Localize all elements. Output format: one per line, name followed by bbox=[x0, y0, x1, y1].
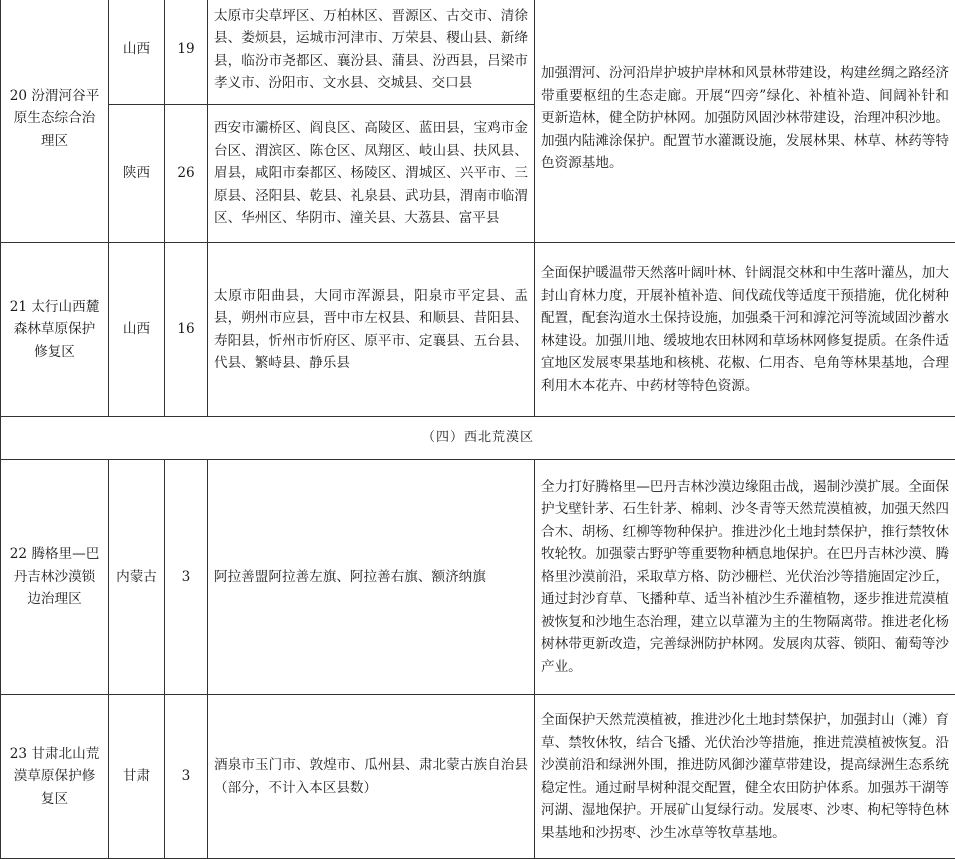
county-list-cell: 太原市尖草坪区、万柏林区、晋源区、古交市、清徐县、娄烦县，运城市河津市、万荣县、稷山县、新绛县，临汾市尧都区、襄汾县、蒲县、汾西县，吕梁市孝义市、汾阳市、文水县、交城县、交口县 bbox=[208, 0, 535, 105]
county-count-cell: 26 bbox=[165, 105, 208, 243]
province-cell: 内蒙古 bbox=[109, 460, 165, 695]
county-list-cell: 阿拉善盟阿拉善左旗、阿拉善右旗、额济纳旗 bbox=[208, 460, 535, 695]
table-row bbox=[1, 243, 955, 417]
table-row bbox=[1, 0, 955, 105]
table-row bbox=[1, 695, 955, 859]
province-cell: 甘肃 bbox=[109, 695, 165, 859]
zone-name-cell: 20 汾渭河谷平原生态综合治理区 bbox=[1, 0, 109, 243]
county-count-cell: 3 bbox=[165, 695, 208, 859]
measures-cell: 加强渭河、汾河沿岸护坡护岸林和风景林带建设，构建丝绸之路经济带重要枢纽的生态走廊。开展“四旁”绿化、补植补造、间阔补针和更新造林，健全防护林网。加强防风固沙林带建设，治理冲积沙地。加强内陆滩涂保护。配置节水灌溉设施，发展林果、林草、林药等特色资源基地。 bbox=[535, 0, 955, 243]
measures-cell: 全面保护天然荒漠植被，推进沙化土地封禁保护，加强封山（滩）育草、禁牧休牧，结合飞播、光伏治沙等措施，推进荒漠植被恢复。沿沙漠前沿和绿洲外围，推进防风御沙灌草带建设，提高绿洲生态系统稳定性。通过耐旱树种混交配置，健全农田防护体系。加强苏干湖等河湖、湿地保护。开展矿山复绿行动。发展枣、沙枣、枸杞等特色林果基地和沙拐枣、沙生冰草等牧草基地。 bbox=[535, 695, 955, 859]
zone-name-cell: 23 甘肃北山荒漠草原保护修复区 bbox=[1, 695, 109, 859]
county-list-cell: 酒泉市玉门市、敦煌市、瓜州县、肃北蒙古族自治县（部分，不计入本区县数） bbox=[208, 695, 535, 859]
county-list-cell: 太原市阳曲县，大同市浑源县，阳泉市平定县、盂县，朔州市应县，晋中市左权县、和顺县、昔阳县、寿阳县，忻州市忻府区、原平市、定襄县、五台县、代县、繁峙县、静乐县 bbox=[208, 243, 535, 417]
measures-cell: 全面保护暖温带天然落叶阔叶林、针阔混交林和中生落叶灌丛，加大封山育林力度，开展补植补造、间伐疏伐等适度干预措施，优化树种配置，配套沟道水土保持设施，加强桑干河和滹沱河等流域固沙蓄水林建设。加强川地、缓坡地农田林网和草场林网修复提质。在条件适宜地区发展枣果基地和核桃、花椒、仁用杏、皂角等林果基地，合理利用木本花卉、中药材等特色资源。 bbox=[535, 243, 955, 417]
county-count-cell: 19 bbox=[165, 0, 208, 105]
province-cell: 山西 bbox=[109, 0, 165, 105]
measures-cell: 全力打好腾格里—巴丹吉林沙漠边缘阻击战，遏制沙漠扩展。全面保护戈壁针茅、石生针茅、棉刺、沙冬青等天然荒漠植被，加强天然四合木、胡杨、红柳等物种保护。推进沙化土地封禁保护，推行禁牧休牧轮牧。加强蒙古野驴等重要物种栖息地保护。在巴丹吉林沙漠、腾格里沙漠前沿，采取草方格、防沙栅栏、光伏治沙等措施固定沙丘，通过封沙育草、飞播种草、适当补植沙生乔灌植物，逐步推进荒漠植被恢复和沙地生态治理，建立以草灌为主的生物隔离带。推进老化杨树林带更新改造，完善绿洲防护林网。发展肉苁蓉、锁阳、葡萄等沙产业。 bbox=[535, 460, 955, 695]
county-count-cell: 3 bbox=[165, 460, 208, 695]
table-row bbox=[1, 460, 955, 695]
section-heading: （四）西北荒漠区 bbox=[1, 417, 955, 460]
zone-name-cell: 21 太行山西麓森林草原保护修复区 bbox=[1, 243, 109, 417]
section-row bbox=[1, 417, 955, 460]
county-count-cell: 16 bbox=[165, 243, 208, 417]
county-list-cell: 西安市灞桥区、阎良区、高陵区、蓝田县，宝鸡市金台区、渭滨区、陈仓区、凤翔区、岐山县、扶风县、眉县，咸阳市秦都区、杨陵区、渭城区、兴平市、三原县、泾阳县、乾县、礼泉县、武功县，渭南市临渭区、华州区、华阴市、潼关县、大荔县、富平县 bbox=[208, 105, 535, 243]
province-cell: 陕西 bbox=[109, 105, 165, 243]
province-cell: 山西 bbox=[109, 243, 165, 417]
zone-name-cell: 22 腾格里—巴丹吉林沙漠锁边治理区 bbox=[1, 460, 109, 695]
